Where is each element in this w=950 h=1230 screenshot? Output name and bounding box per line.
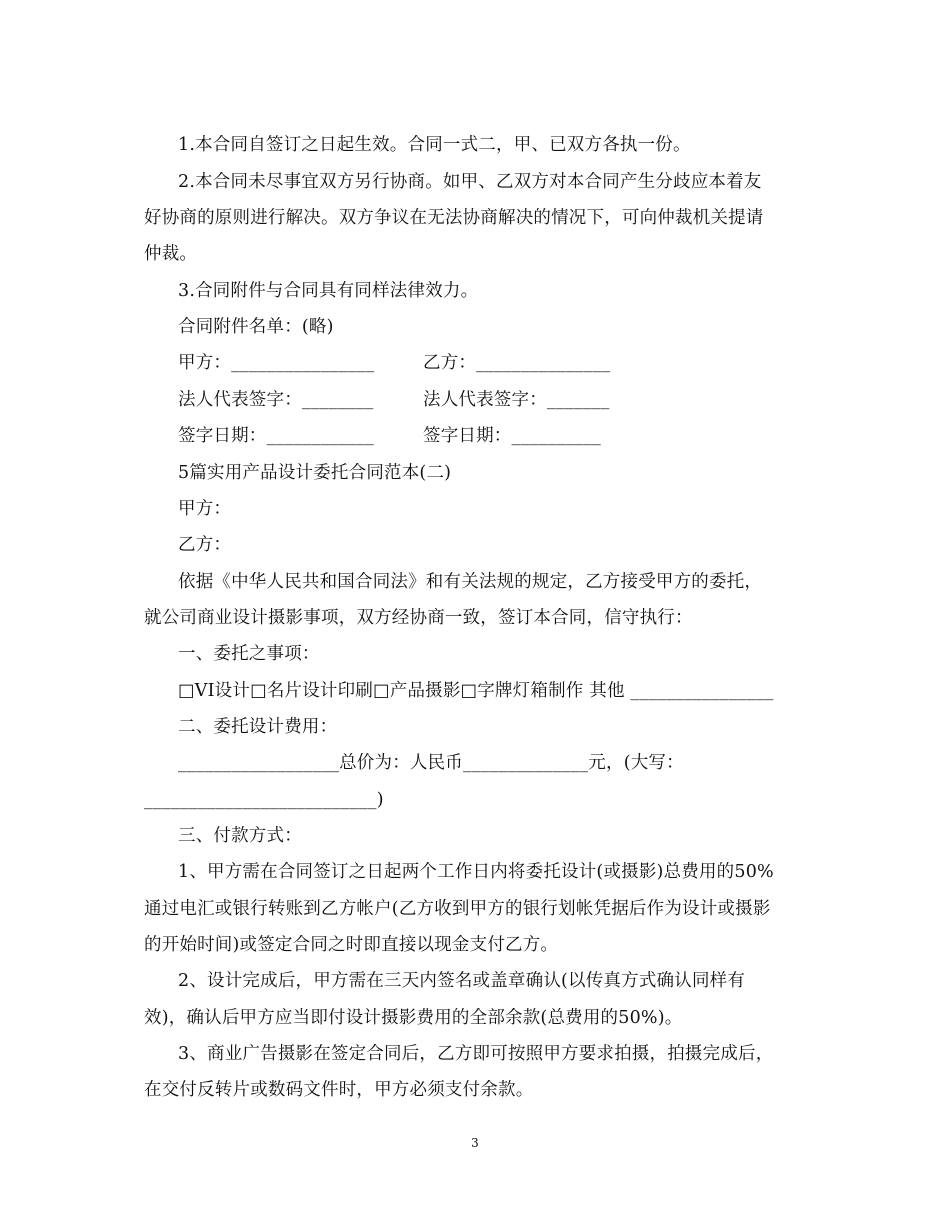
party-a-rep-field: 法人代表签字：________: [178, 390, 374, 410]
payment-2-line-1: 2、设计完成后，甲方需在三天内签名或盖章确认(以传真方式确认同样有: [178, 971, 746, 991]
party-b-date-field: 签字日期：__________: [423, 426, 601, 446]
clause-2-line-2: 好协商的原则进行解决。双方争议在无法协商解决的情况下，可向仲裁机关提请: [144, 208, 764, 228]
signature-row-date: [178, 424, 778, 448]
intro-line-1: 依据《中华人民共和国合同法》和有关法规的规定，乙方接受甲方的委托，: [178, 572, 763, 592]
attachment-list: 合同附件名单：(略): [178, 317, 334, 337]
clause-1: 1.本合同自签订之日起生效。合同一式二，甲、已双方各执一份。: [178, 135, 691, 155]
section-title: 5篇实用产品设计委托合同范本(二): [178, 463, 452, 483]
clause-2-line-1: 2.本合同未尽事宜双方另行协商。如甲、乙双方对本合同产生分歧应本着友: [178, 172, 762, 192]
fee-line-2: __________________________): [144, 790, 384, 810]
party-a-signature-field: 甲方：________________: [178, 353, 375, 373]
payment-3-line-1: 3、商业广告摄影在签定合同后，乙方即可按照甲方要求拍摄，拍摄完成后，: [178, 1044, 774, 1064]
payment-1-line-3: 的开始时间)或签定合同之时即直接以现金支付乙方。: [144, 935, 559, 955]
signature-row-party: [178, 351, 778, 375]
clause-3: 3.合同附件与合同具有同样法律效力。: [178, 281, 479, 301]
entrusted-items: □VI设计□名片设计印刷□产品摄影□字牌灯箱制作 其他 ________________: [178, 681, 774, 701]
payment-1-line-2: 通过电汇或银行转账到乙方帐户(乙方收到甲方的银行划帐凭据后作为设计或摄影: [144, 899, 771, 919]
party-a-date-field: 签字日期：____________: [178, 426, 374, 446]
payment-1-line-1: 1、甲方需在合同签订之日起两个工作日内将委托设计(或摄影)总费用的50%: [178, 862, 774, 882]
payment-2-line-2: 效)，确认后甲方应当即付设计摄影费用的全部余款(总费用的50%)。: [144, 1008, 683, 1028]
heading-design-fee: 二、委托设计费用：: [178, 717, 338, 737]
fee-line-1: __________________总价为：人民币______________元，(大写：: [178, 753, 684, 773]
intro-line-2: 就公司商业设计摄影事项，双方经协商一致，签订本合同，信守执行：: [144, 608, 693, 628]
party-b-rep-field: 法人代表签字：_______: [423, 390, 610, 410]
heading-payment-method: 三、付款方式：: [178, 826, 302, 846]
party-a-label: 甲方：: [178, 499, 232, 519]
payment-3-line-2: 在交付反转片或数码文件时，甲方必须支付余款。: [144, 1080, 534, 1100]
party-b-signature-field: 乙方：_______________: [423, 353, 611, 373]
heading-entrusted-matters: 一、委托之事项：: [178, 644, 320, 664]
signature-row-rep: [178, 388, 778, 412]
clause-2-line-3: 仲裁。: [144, 244, 198, 264]
page-number: 3: [471, 1136, 479, 1150]
party-b-label: 乙方：: [178, 535, 232, 555]
